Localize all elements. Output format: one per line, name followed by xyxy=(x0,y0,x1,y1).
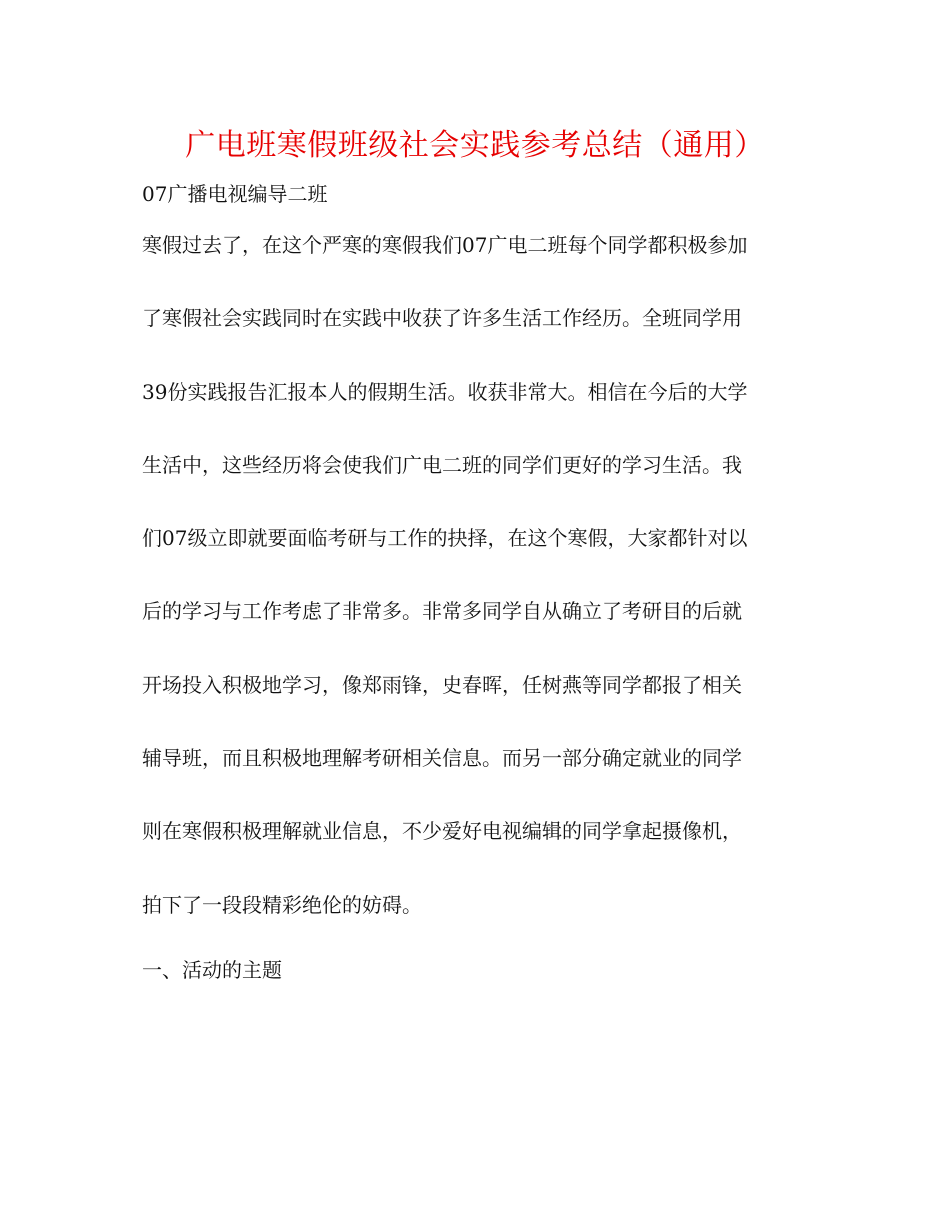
paragraph-line: 寒假过去了，在这个严寒的寒假我们07广电二班每个同学都积极参加 xyxy=(142,233,748,257)
paragraph-line: 们07级立即就要面临考研与工作的抉择，在这个寒假，大家都针对以 xyxy=(142,526,748,551)
paragraph-line: 后的学习与工作考虑了非常多。非常多同学自从确立了考研目的后就 xyxy=(142,599,742,624)
paragraph-line: 辅导班，而且积极地理解考研相关信息。而另一部分确定就业的同学 xyxy=(142,746,742,771)
paragraph-line: 则在寒假积极理解就业信息，不少爱好电视编辑的同学拿起摄像机， xyxy=(142,819,742,844)
paragraph-line: 拍下了一段段精彩绝伦的妨碍。 xyxy=(142,892,422,917)
section-heading: 一、活动的主题 xyxy=(142,958,282,982)
paragraph-line: 开场投入积极地学习，像郑雨锋，史春晖，任树燕等同学都报了相关 xyxy=(142,672,742,697)
paragraph-line: 生活中，这些经历将会使我们广电二班的同学们更好的学习生活。我 xyxy=(142,452,742,477)
body-paragraph xyxy=(142,232,822,965)
paragraph-line: 了寒假社会实践同时在实践中收获了许多生活工作经历。全班同学用 xyxy=(142,306,742,331)
paragraph-line: 39份实践报告汇报本人的假期生活。收获非常大。相信在今后的大学 xyxy=(142,379,748,404)
document-subtitle: 07广播电视编导二班 xyxy=(142,182,328,206)
document-title: 广电班寒假班级社会实践参考总结（通用） xyxy=(185,128,765,163)
